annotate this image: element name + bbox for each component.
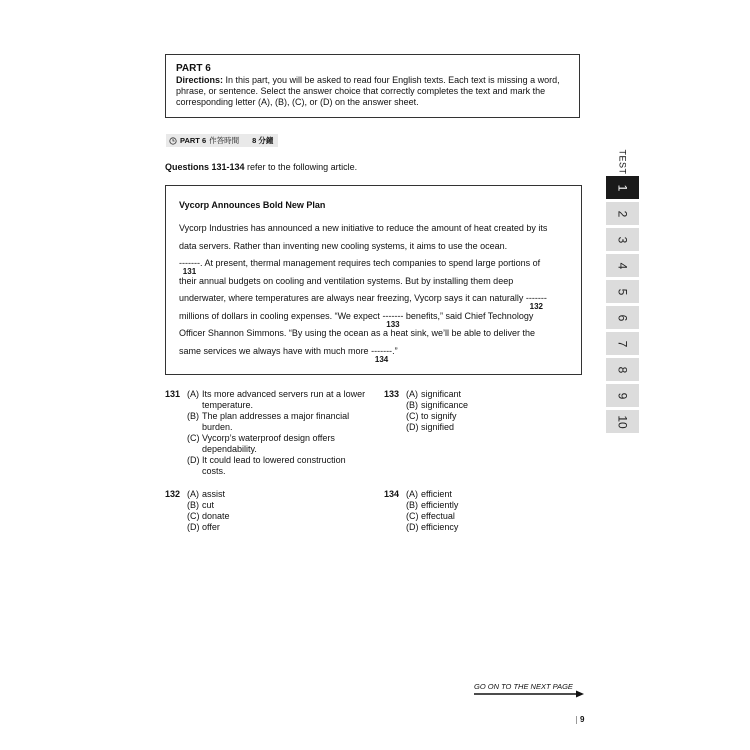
option-letter: (C) [406,411,419,421]
option-letter: (B) [406,400,418,410]
page-divider [576,716,577,724]
tab-test-9[interactable] [606,384,639,407]
option-text: signified [421,422,455,432]
article-line-8 [179,346,398,364]
tab-label: 3 [615,236,630,243]
option-letter: (B) [187,411,199,421]
time-badge [166,134,278,147]
question-number: 132 [165,489,181,499]
blank-131[interactable] [179,258,200,276]
next-page-link[interactable]: GO ON TO THE NEXT PAGE [474,682,573,691]
option-text: Vycorp’s waterproof design offers [202,433,335,443]
option-text: The plan addresses a major financial [202,411,350,421]
article-line-3 [179,258,541,276]
option-text: Its more advanced servers run at a lower [202,389,366,399]
tab-test-1[interactable] [606,176,639,199]
blank-132[interactable] [525,293,547,311]
tab-test-5[interactable] [606,280,639,303]
option-text: assist [202,489,226,499]
answer-option-a[interactable] [406,389,468,400]
option-text-cont: costs. [202,466,226,476]
answer-options [406,489,458,533]
directions-line-3: corresponding letter (A), (B), (C), or (D) on the answer sheet. [176,97,419,107]
blank-number: 131 [182,267,197,276]
tab-label: 8 [615,366,630,373]
arrow-right-icon [474,690,584,698]
option-text: efficiently [421,500,459,510]
question-number: 133 [384,389,400,399]
article-line-6-text-a: millions of dollars in cooling expenses. “We expect [179,311,383,321]
option-text: donate [202,511,230,521]
time-badge-part: PART 6 [180,136,207,145]
article-line-5-text: underwater, where temperatures are always near freezing, Vycorp says it can naturally [179,293,526,303]
article-line-1: Vycorp Industries has announced a new initiative to reduce the amount of heat created by its [179,223,548,233]
answer-option-b[interactable] [187,500,230,511]
option-text: to signify [421,411,457,421]
article-line-3-text: . At present, thermal management requires tech companies to spend large portions of [199,258,541,268]
blank-number: 133 [386,320,400,329]
answer-option-c[interactable] [406,511,458,522]
option-letter: (C) [406,511,419,521]
answer-option-b[interactable] [187,411,365,433]
option-text: significance [421,400,469,410]
option-text: significant [421,389,462,399]
option-letter: (A) [187,489,199,499]
answer-options [187,489,230,533]
page-number: 9 [580,715,585,724]
article-line-6 [179,311,534,329]
time-badge-minutes: 8 分鐘 [252,136,274,145]
blank-dashes: ------- [525,293,547,303]
article-title: Vycorp Announces Bold New Plan [179,200,326,210]
tab-label: 10 [615,414,630,429]
test-label-text: TEST [617,149,628,175]
time-badge-label: 作答時間 [209,136,240,145]
option-letter: (D) [406,422,419,432]
option-text: cut [202,500,215,510]
answer-option-c[interactable] [187,433,365,455]
blank-133[interactable] [382,311,404,329]
option-text-cont: temperature. [202,400,254,410]
option-letter: (A) [406,489,418,499]
tab-test-7[interactable] [606,332,639,355]
answer-option-a[interactable] [187,389,365,411]
option-text: offer [202,522,220,532]
answer-option-b[interactable] [406,400,468,411]
option-letter: (B) [406,500,418,510]
article-line-2: data servers. Rather than inventing new cooling systems, it aims to use the ocean. [179,241,508,251]
blank-dashes: ------- [179,258,200,268]
clock-icon [169,137,177,145]
tab-label: 1 [615,184,630,191]
question-number: 131 [165,389,181,399]
option-text: It could lead to lowered construction [202,455,346,465]
article-line-5 [179,293,547,311]
article-line-6-text-b: benefits,” said Chief Technology [403,311,534,321]
answer-option-d[interactable] [187,455,365,477]
option-letter: (C) [187,433,200,443]
option-text-cont: burden. [202,422,233,432]
tab-label: 7 [615,340,630,347]
directions-line-1: In this part, you will be asked to read four English texts. Each text is missing a word, [223,75,560,85]
option-letter: (B) [187,500,199,510]
blank-dashes: ------- [382,311,404,321]
article-line-7: Officer Shannon Simmons. “By using the ocean as a heat sink, we’ll be able to deliver the [179,328,536,338]
blank-134[interactable] [371,346,393,364]
answer-option-c[interactable] [406,411,468,422]
directions-text [176,75,569,86]
answer-options [187,389,365,477]
questions-range: Questions 131-134 [165,162,245,172]
option-text: efficiency [421,522,459,532]
option-text: effectual [421,511,455,521]
tab-test-3[interactable] [606,228,639,251]
questions-intro [165,162,357,172]
test-label [606,148,639,176]
answer-option-a[interactable] [187,489,230,500]
answer-option-c[interactable] [187,511,230,522]
blank-dashes: ------- [371,346,393,356]
option-letter: (D) [406,522,419,532]
tab-test-10[interactable] [606,410,639,433]
option-letter: (D) [187,455,200,465]
option-letter: (D) [187,522,200,532]
article-line-8-text-b: .” [392,346,398,356]
tab-test-6[interactable] [606,306,639,329]
option-text: efficient [421,489,452,499]
option-text-cont: dependability. [202,444,257,454]
questions-intro-text: refer to the following article. [244,162,358,172]
answer-option-d[interactable] [187,522,230,533]
article-line-4: their annual budgets on cooling and ventilation systems. But by installing them deep [179,276,514,286]
tab-label: 6 [615,314,630,321]
answer-options [406,389,468,433]
tab-test-2[interactable] [606,202,639,225]
article-box [165,185,582,375]
blank-number: 132 [529,302,544,311]
answer-option-d[interactable] [406,422,468,433]
tab-test-8[interactable] [606,358,639,381]
option-letter: (A) [406,389,418,399]
answer-option-b[interactable] [406,500,458,511]
directions-label: Directions: [176,75,224,85]
question-number: 134 [384,489,400,499]
option-letter: (A) [187,389,199,399]
tab-label: 5 [615,288,630,295]
article-line-8-text-a: same services we always have with much more [179,346,372,356]
directions-line-2: phrase, or sentence. Select the answer choice that correctly completes the text and mark the [176,86,546,96]
tab-test-4[interactable] [606,254,639,277]
tab-label: 4 [615,262,630,269]
part-title: PART 6 [176,63,211,74]
blank-number: 134 [374,355,389,364]
directions-box [165,54,580,118]
answer-option-d[interactable] [406,522,458,533]
answer-option-a[interactable] [406,489,458,500]
option-letter: (C) [187,511,200,521]
tab-label: 2 [615,210,630,217]
tab-label: 9 [615,392,630,399]
